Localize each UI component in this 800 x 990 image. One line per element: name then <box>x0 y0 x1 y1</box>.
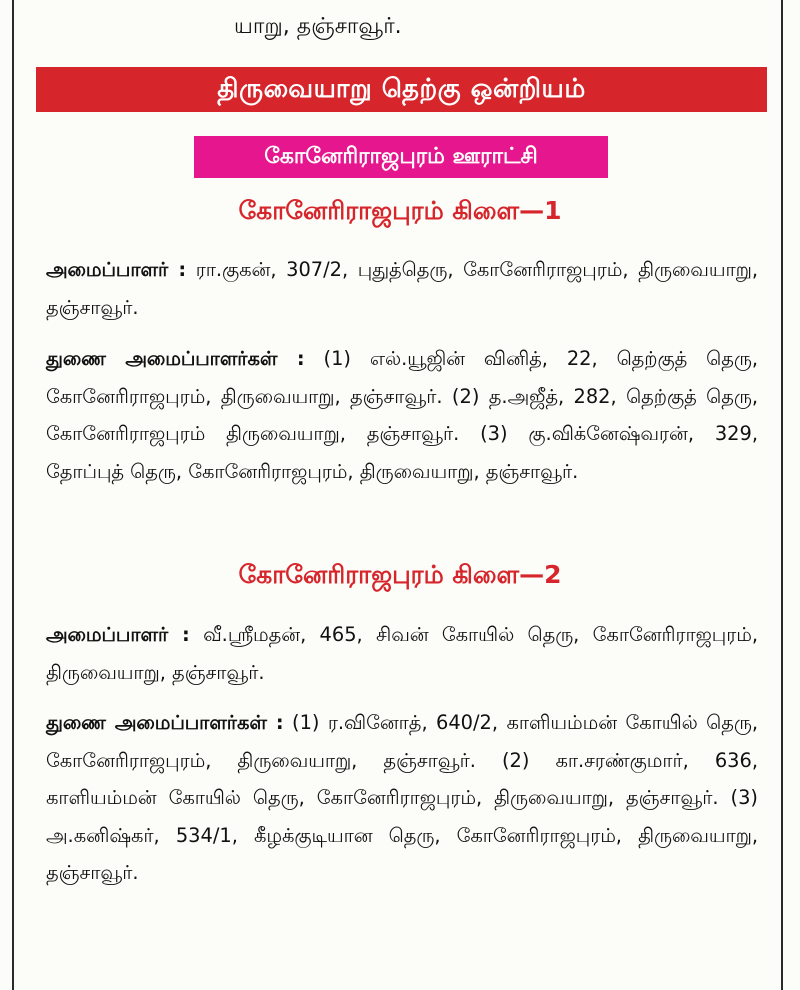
deputy-details: (1) எல்.யூஜின் வினித், 22, தெற்குத் தெரு, கோனேரிராஜபுரம், திருவையாறு, தஞ்சாவூர். (2) த.அஜீத், 282, தெற்குத் தெரு, கோனேரிராஜபுரம் திருவையாறு, தஞ்சாவூர். (3) கு.விக்னேஷ்வரன், 329, தோப்புத் தெரு, கோனேரிராஜபுரம், திருவையாறு, தஞ்சாவூர். <box>46 347 758 483</box>
deputy-details: (1) ர.வினோத், 640/2, காளியம்மன் கோயில் தெரு, கோனேரிராஜபுரம், திருவையாறு, தஞ்சாவூர். (2) கா.சரண்குமார், 636, காளியம்மன் கோயில் தெரு, கோனேரிராஜபுரம், திருவையாறு, தஞ்சாவூர். (3) அ.கனிஷ்கர், 534/1, கீழக்குடியான தெரு, கோனேரிராஜபுரம், திருவையாறு, தஞ்சாவூர். <box>46 711 758 884</box>
branch-1-title: கோனேரிராஜபுரம் கிளை—1 <box>238 196 562 225</box>
union-title-banner: திருவையாறு தெற்கு ஒன்றியம் <box>36 67 767 112</box>
deputy-label: துணை அமைப்பாளர்கள் : <box>46 347 305 370</box>
page-border-left <box>12 0 14 990</box>
previous-entry-continuation: யாறு, தஞ்சாவூர். <box>234 14 402 39</box>
organiser-label: அமைப்பாளர் : <box>46 623 190 646</box>
branch-2-deputies <box>46 704 758 892</box>
deputy-label: துணை அமைப்பாளர்கள் : <box>46 711 284 734</box>
branch-2-title: கோனேரிராஜபுரம் கிளை—2 <box>238 560 562 589</box>
organiser-details: ரா.குகன், 307/2, புதுத்தெரு, கோனேரிராஜபுரம், திருவையாறு, தஞ்சாவூர். <box>46 258 758 319</box>
branch-1-organiser <box>46 251 758 326</box>
panchayat-title-banner: கோனேரிராஜபுரம் ஊராட்சி <box>194 136 608 178</box>
branch-1-deputies <box>46 340 758 490</box>
organiser-label: அமைப்பாளர் : <box>46 258 187 281</box>
page-border-right <box>781 0 783 990</box>
organiser-details: வீ.ஸ்ரீமதன், 465, சிவன் கோயில் தெரு, கோனேரிராஜபுரம், திருவையாறு, தஞ்சாவூர். <box>46 623 759 684</box>
branch-2-organiser <box>46 616 758 691</box>
